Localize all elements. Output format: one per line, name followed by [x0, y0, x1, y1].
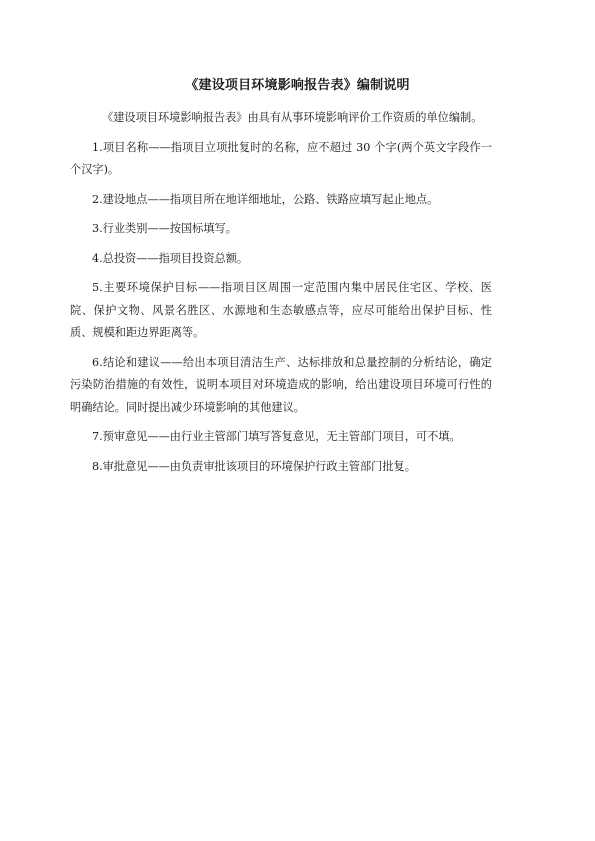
item-construction-site: 2.建设地点——指项目所在地详细地址，公路、铁路应填写起止地点。 [92, 192, 439, 206]
item-conclusions: 6.结论和建议——给出本项目清洁生产、达标排放和总量控制的分析结论，确定污染防治措施的有效性，说明本项目对环境造成的影响，给出建设项目环境可行性的明确结论。同时提出减少环境影响的其他建议。 [70, 355, 492, 414]
item-protection-targets: 5.主要环境保护目标——指项目区周围一定范围内集中居民住宅区、学校、医院、保护文物、风景名胜区、水源地和生态敏感点等，应尽可能给出保护目标、性质、规模和距边界距离等。 [70, 281, 492, 339]
item-preliminary-review: 7.预审意见——由行业主管部门填写答复意见，无主管部门项目，可不填。 [92, 430, 461, 443]
item-industry-category: 3.行业类别——按国标填写。 [92, 222, 237, 235]
intro-paragraph: 《建设项目环境影响报告表》由具有从事环境影响评价工作资质的单位编制。 [102, 111, 483, 124]
item-project-name: 1.项目名称——指项目立项批复时的名称，应不超过 30 个字(两个英文字段作一个汉字)。 [70, 140, 492, 176]
document-body [70, 107, 492, 478]
item-approval-opinion: 8.审批意见——由负责审批该项目的环境保护行政主管部门批复。 [92, 459, 416, 473]
document-title: 《建设项目环境影响报告表》编制说明 [185, 78, 410, 93]
item-total-investment: 4.总投资——指项目投资总额。 [92, 251, 249, 265]
